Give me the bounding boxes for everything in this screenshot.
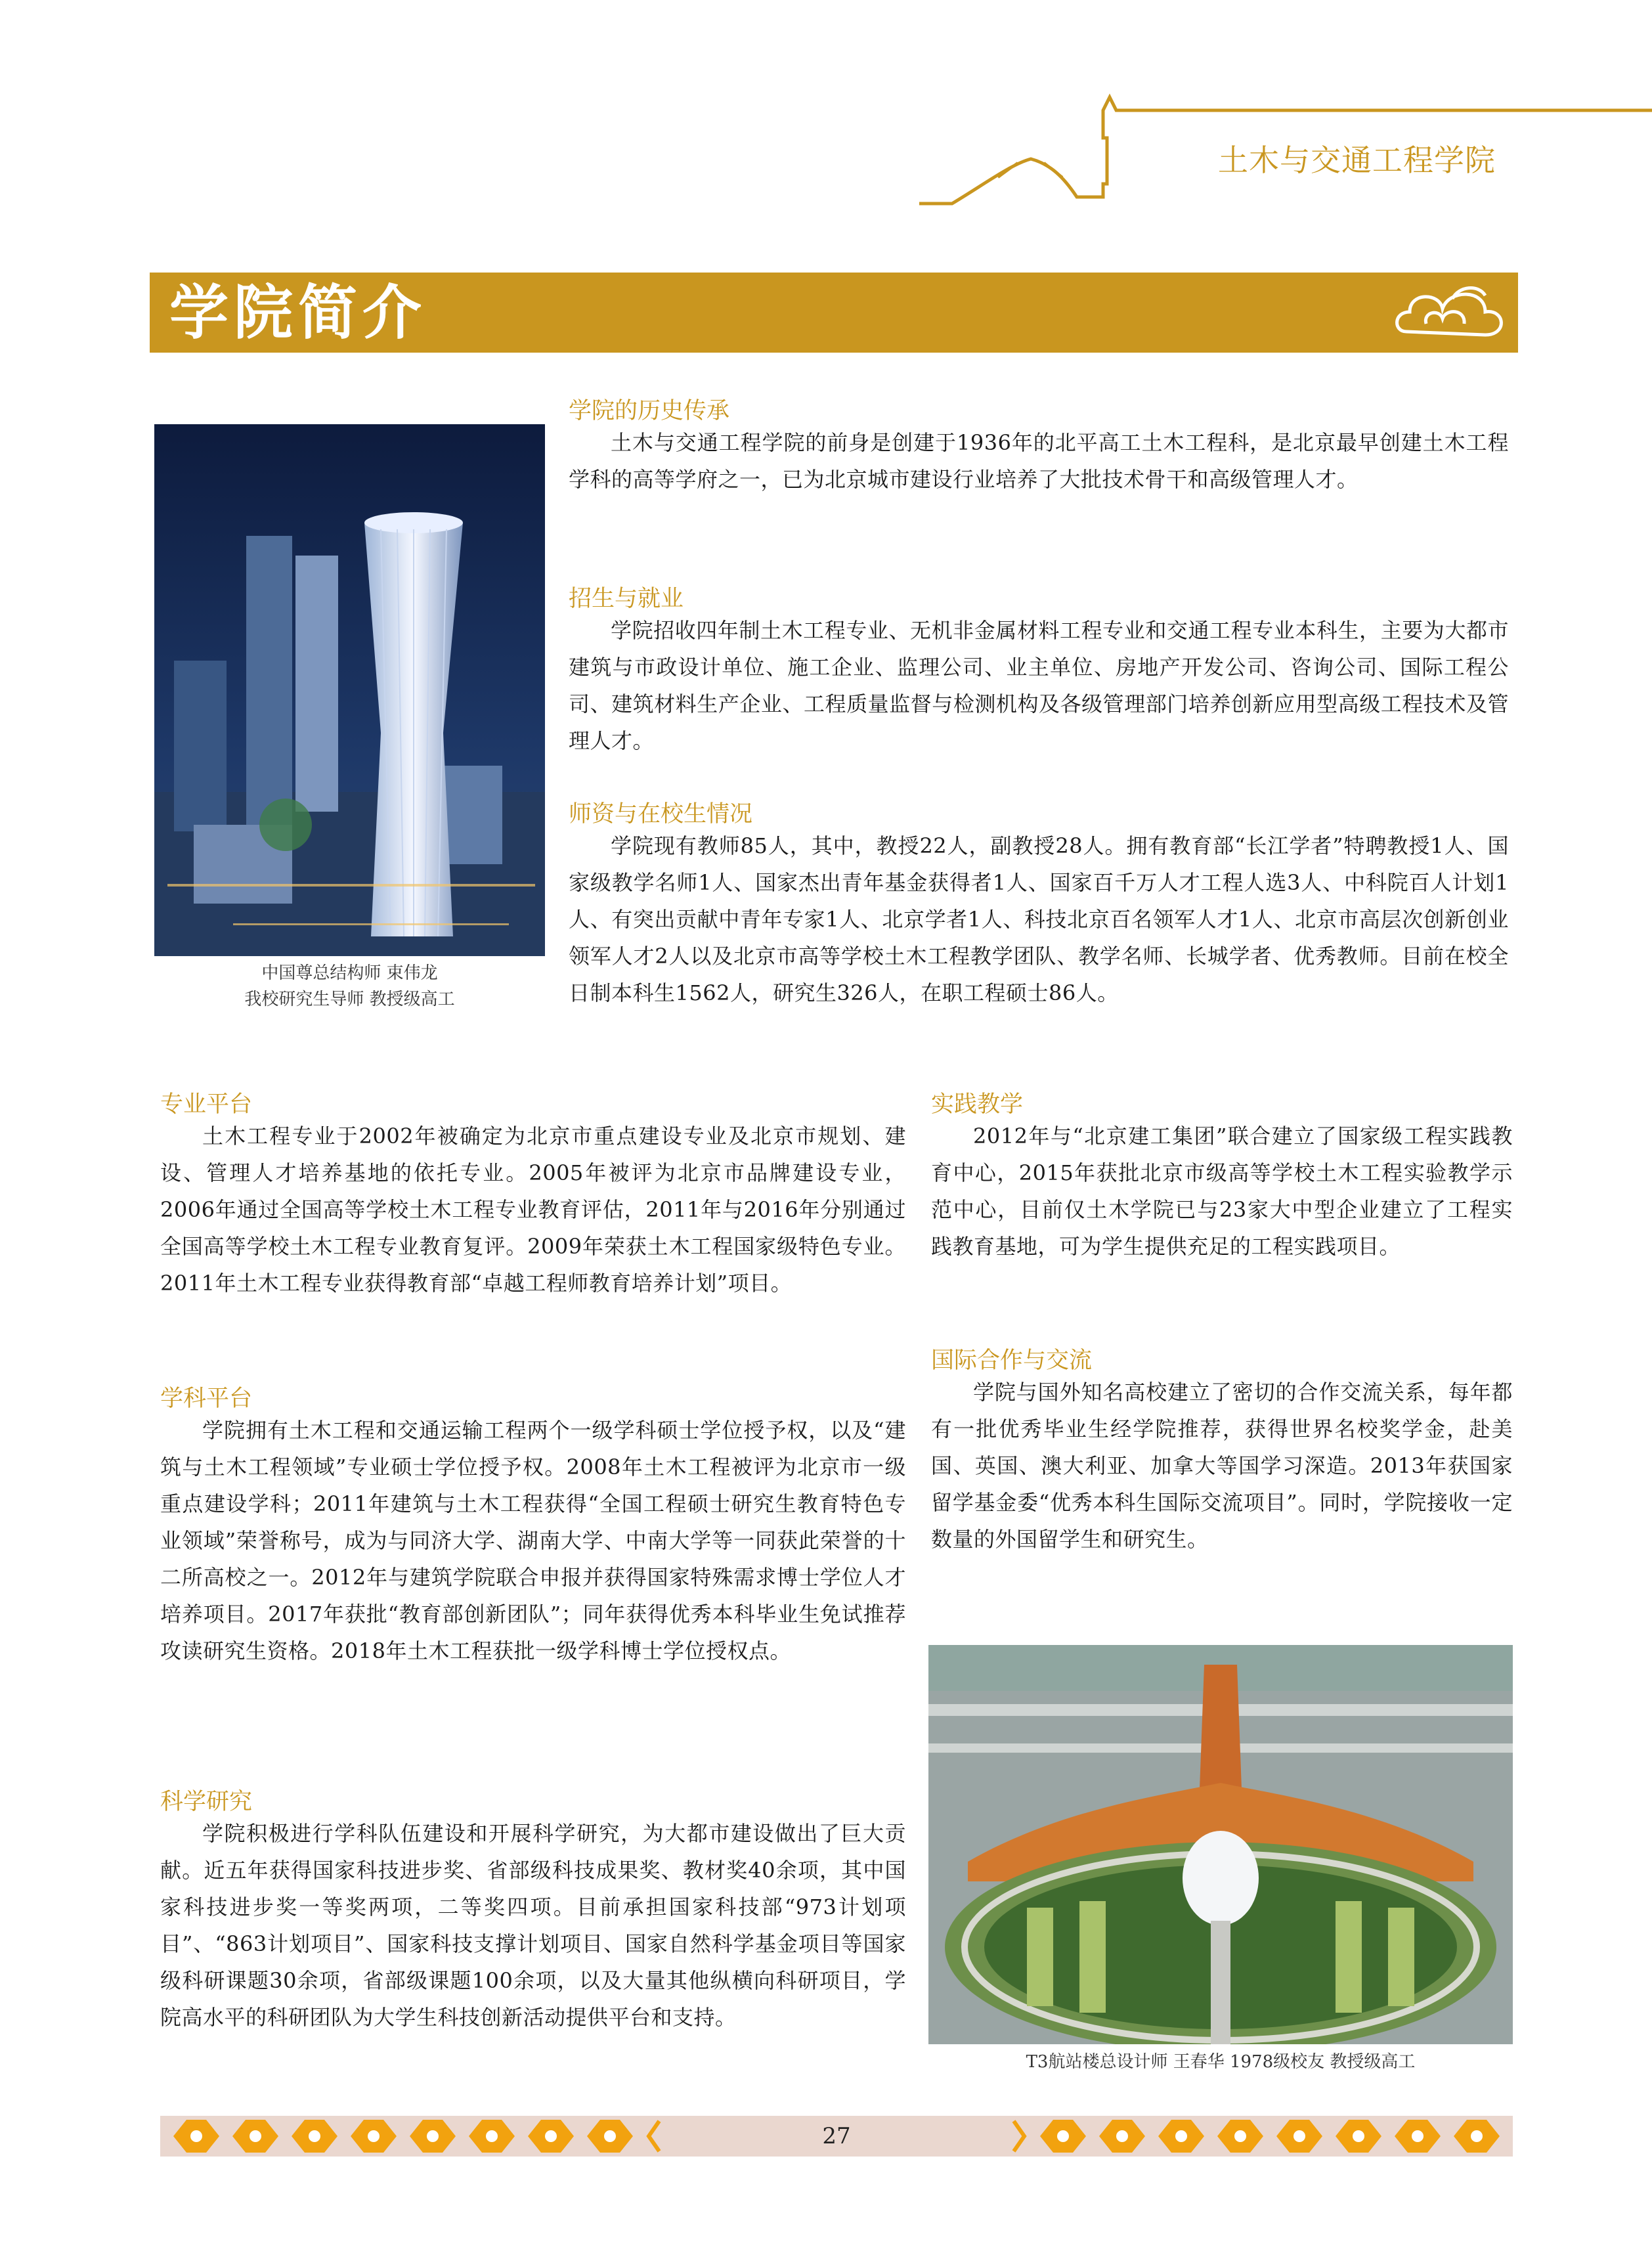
heading-enrollment: 招生与就业 bbox=[569, 586, 684, 612]
text-research: 学院积极进行学科队伍建设和开展科学研究，为大都市建设做出了巨大贡献。近五年获得国家科技进步奖、省部级科技成果奖、教材奖40余项，其中国家科技进步奖一等奖两项，二等奖四项。目前承担国家科技部“973计划项目”、“863计划项目”、国家科技支撑计划项目、国家自然科学基金项目等国家级科研课题30余项，省部级课题100余项，以及大量其他纵横向科研项目，学院高水平的科研团队为大学生科技创新活动提供平台和支持。 bbox=[160, 1821, 906, 2030]
tower-photo bbox=[154, 424, 545, 956]
page-number: 27 bbox=[822, 2123, 851, 2149]
auspicious-cloud-icon bbox=[1387, 273, 1518, 353]
airport-illustration bbox=[928, 1645, 1513, 2044]
text-platform: 土木工程专业于2002年被确定为北京市重点建设专业及北京市规划、建设、管理人才培养基地的依托专业。2005年被评为北京市品牌建设专业，2006年通过全国高等学校土木工程专业教育评估，2011年与2016年分别通过全国高等学校土木工程专业教育复评。2009年荣获土木工程国家级特色专业。2011年土木工程专业获得教育部“卓越工程师教育培养计划”项目。 bbox=[160, 1124, 906, 1296]
text-discipline: 学院拥有土木工程和交通运输工程两个一级学科硕士学位授予权，以及“建筑与土木工程领域”专业硕士学位授予权。2008年土木工程被评为北京市一级重点建设学科；2011年建筑与土木工程获得“全国工程硕士研究生教育特色专业领域”荣誉称号，成为与同济大学、湖南大学、中南大学等一同获此荣誉的十二所高校之一。2012年与建筑学院联合申报并获得国家特殊需求博士学位人才培养项目。2017年获批“教育部创新团队”；同年获得优秀本科毕业生免试推荐攻读研究生资格。2018年土木工程获批一级学科博士学位授权点。 bbox=[160, 1418, 906, 1663]
heading-faculty: 师资与在校生情况 bbox=[569, 801, 753, 827]
heading-research: 科学研究 bbox=[160, 1789, 253, 1815]
tower-caption-line2: 我校研究生导师 教授级高工 bbox=[244, 990, 455, 1009]
airport-photo bbox=[928, 1645, 1513, 2044]
title-banner bbox=[150, 273, 1518, 353]
heading-international: 国际合作与交流 bbox=[931, 1348, 1093, 1374]
text-practice: 2012年与“北京建工集团”联合建立了国家级工程实践教育中心，2015年获批北京市级高等学校土木工程实验教学示范中心，目前仅土木学院已与23家大中型企业建立了工程实践教育基地，可为学生提供充足的工程实践项目。 bbox=[931, 1124, 1513, 1259]
page-title: 学院简介 bbox=[169, 278, 427, 347]
footer-pattern-right-icon bbox=[988, 2116, 1513, 2157]
heading-discipline: 学科平台 bbox=[160, 1386, 253, 1412]
heading-practice: 实践教学 bbox=[931, 1091, 1024, 1118]
text-history: 土木与交通工程学院的前身是创建于1936年的北平高工土木工程科，是北京最早创建土木工程学科的高等学府之一，已为北京城市建设行业培养了大批技术骨干和高级管理人才。 bbox=[569, 430, 1509, 492]
heading-history: 学院的历史传承 bbox=[569, 398, 730, 424]
text-faculty: 学院现有教师85人，其中，教授22人，副教授28人。拥有教育部“长江学者”特聘教授1人、国家级教学名师1人、国家杰出青年基金获得者1人、国家百千万人才工程人选3人、中科院百人计划1人、有突出贡献中青年专家1人、北京学者1人、科技北京百名领军人才1人、北京市高层次创新创业领军人才2人以及北京市高等学校土木工程教学团队、教学名师、长城学者、优秀教师。目前在校全日制本科生1562人，研究生326人，在职工程硕士86人。 bbox=[569, 833, 1509, 1005]
tower-caption bbox=[154, 960, 545, 1013]
heading-platform: 专业平台 bbox=[160, 1091, 253, 1118]
tower-illustration bbox=[154, 424, 545, 956]
text-international: 学院与国外知名高校建立了密切的合作交流关系，每年都有一批优秀毕业生经学院推荐，获得世界名校奖学金，赴美国、英国、澳大利亚、加拿大等国学习深造。2013年获国家留学基金委“优秀本科生国际交流项目”。同时，学院接收一定数量的外国留学生和研究生。 bbox=[931, 1380, 1513, 1552]
airport-caption: T3航站楼总设计师 王春华 1978级校友 教授级高工 bbox=[1026, 2052, 1416, 2072]
tower-caption-line1: 中国尊总结构师 束伟龙 bbox=[261, 963, 438, 983]
footer-band bbox=[160, 2116, 1513, 2157]
department-name: 土木与交通工程学院 bbox=[1218, 142, 1496, 178]
text-enrollment: 学院招收四年制土木工程专业、无机非金属材料工程专业和交通工程专业本科生，主要为大都市建筑与市政设计单位、施工企业、监理公司、业主单位、房地产开发公司、咨询公司、国际工程公司、建筑材料生产企业、工程质量监督与检测机构及各级管理部门培养创新应用型高级工程技术及管理人才。 bbox=[569, 618, 1509, 753]
